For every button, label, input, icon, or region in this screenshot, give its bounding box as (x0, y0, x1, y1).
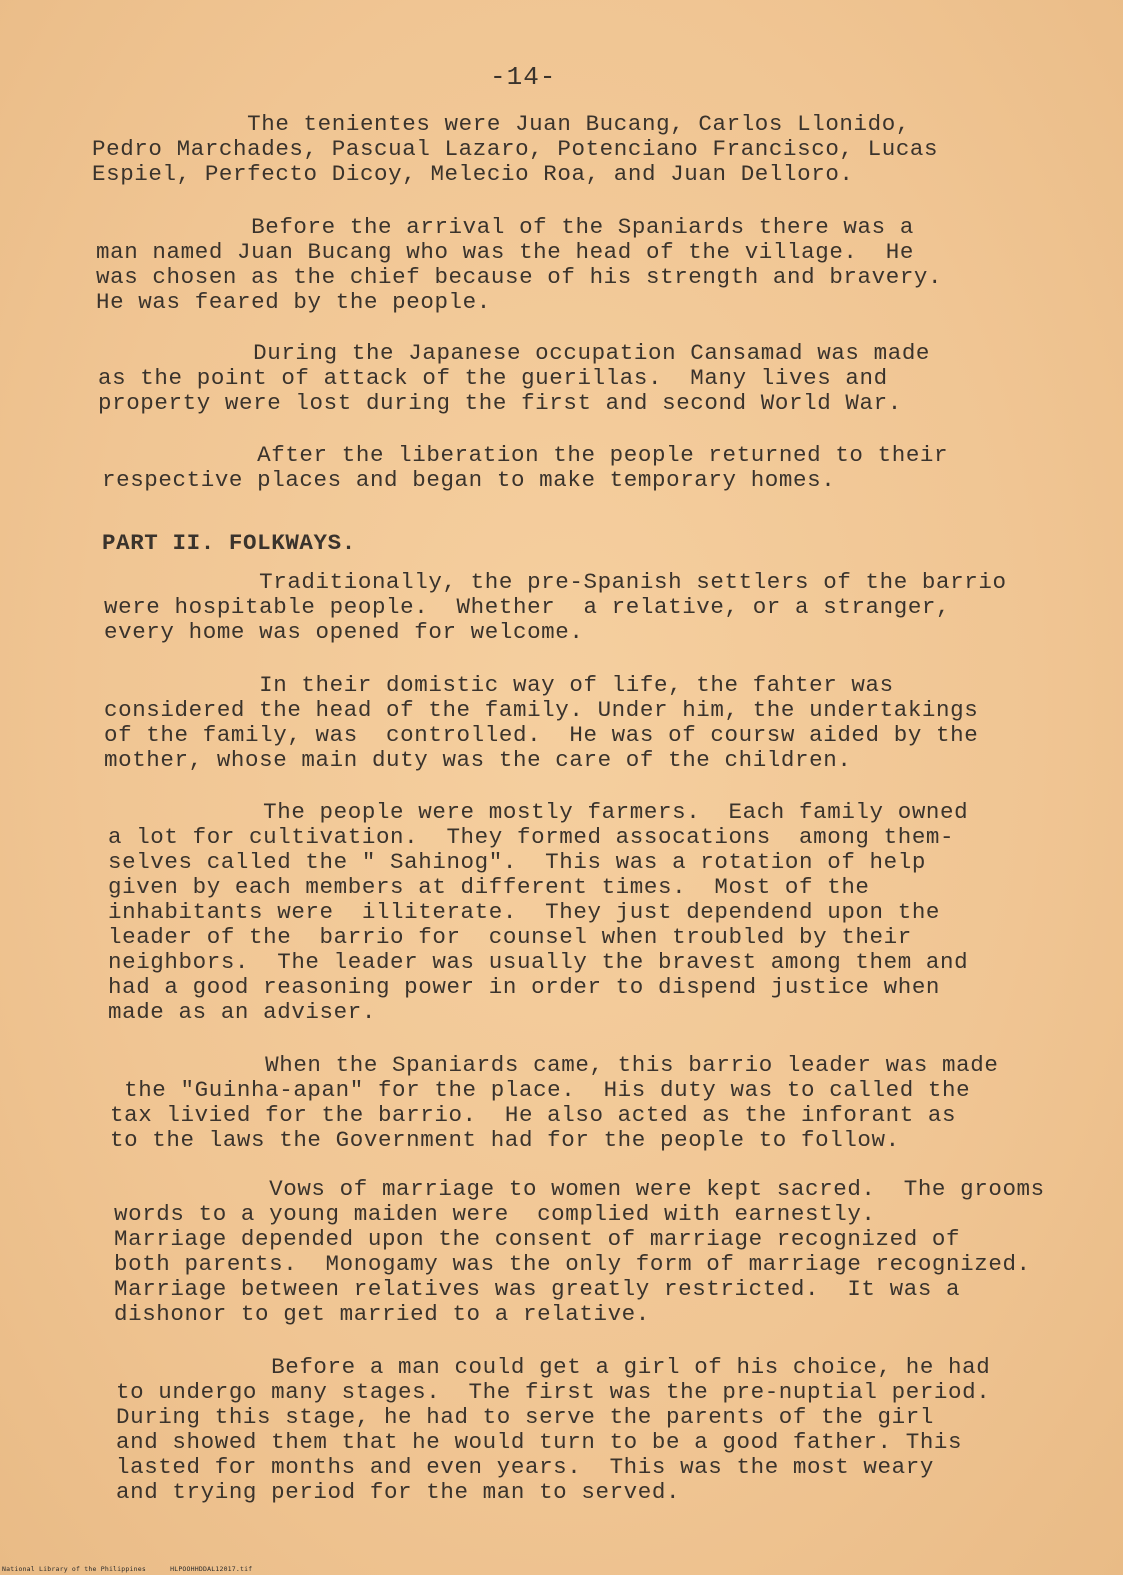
paragraph-domestic-life: In their domistic way of life, the fahter was considered the head of the family. Under him, the undertakings of the family, was controlled. He was of coursw aided by the mother, whose main duty was the care of the children. (104, 672, 979, 773)
paragraph-courtship: Before a man could get a girl of his choice, he had to undergo many stages. The first was the pre-nuptial period. During this stage, he had to serve the parents of the girl and showed them that he would turn to be a good father. This lasted for months and even years. This was the most weary and trying period for the man to served. (116, 1354, 991, 1505)
paragraph-before-spaniards: Before the arrival of the Spaniards there was a man named Juan Bucang who was the head of the village. He was chosen as the chief because of his strength and bravery. He was feared by the people. (96, 214, 943, 315)
paragraph-marriage: Vows of marriage to women were kept sacred. The grooms words to a young maiden were complied with earnestly. Marriage depended upon the consent of marriage recognized of both parents. Monogamy was the only form of marriage recognized. Marriage between relatives was greatly restricted. It was a dishonor to get married to a relative. (114, 1176, 1045, 1327)
page-number: -14- (490, 62, 557, 92)
paragraph-traditionally: Traditionally, the pre-Spanish settlers of the barrio were hospitable people. Whether a relative, or a stranger, every home was opened for welcome. (104, 569, 1007, 645)
paragraph-spaniards-came: When the Spaniards came, this barrio leader was made the "Guinha-apan" for the place. His duty was to called the tax livied for the barrio. He also acted as the inforant as to the laws the Government had for the people to follow. (110, 1052, 999, 1153)
paragraph-japanese-occupation: During the Japanese occupation Cansamad was made as the point of attack of the guerillas. Many lives and property were lost during the first and second World War. (98, 340, 931, 416)
section-heading: PART II. FOLKWAYS. (102, 530, 356, 556)
footer-library: National Library of the Philippines (2, 1565, 146, 1573)
paragraph-farmers: The people were mostly farmers. Each family owned a lot for cultivation. They formed assocations among them- selves called the " Sahinog". This was a rotation of help given by each members at different times. Most of the inhabitants were illiterate. They just dependend upon the leader of the barrio for counsel when troubled by their neighbors. The leader was usually the bravest among them and had a good reasoning power in order to dispend justice when made as an adviser. (108, 799, 969, 1025)
paragraph-tenientes: The tenientes were Juan Bucang, Carlos Llonido, Pedro Marchades, Pascual Lazaro, Potenciano Francisco, Lucas Espiel, Perfecto Dicoy, Melecio Roa, and Juan Delloro. (92, 111, 939, 187)
scan-footer (2, 1565, 272, 1573)
paragraph-liberation: After the liberation the people returned to their respective places and began to make temporary homes. (102, 442, 949, 493)
footer-file: HLPOOHHDDAL12017.tif (170, 1565, 253, 1573)
